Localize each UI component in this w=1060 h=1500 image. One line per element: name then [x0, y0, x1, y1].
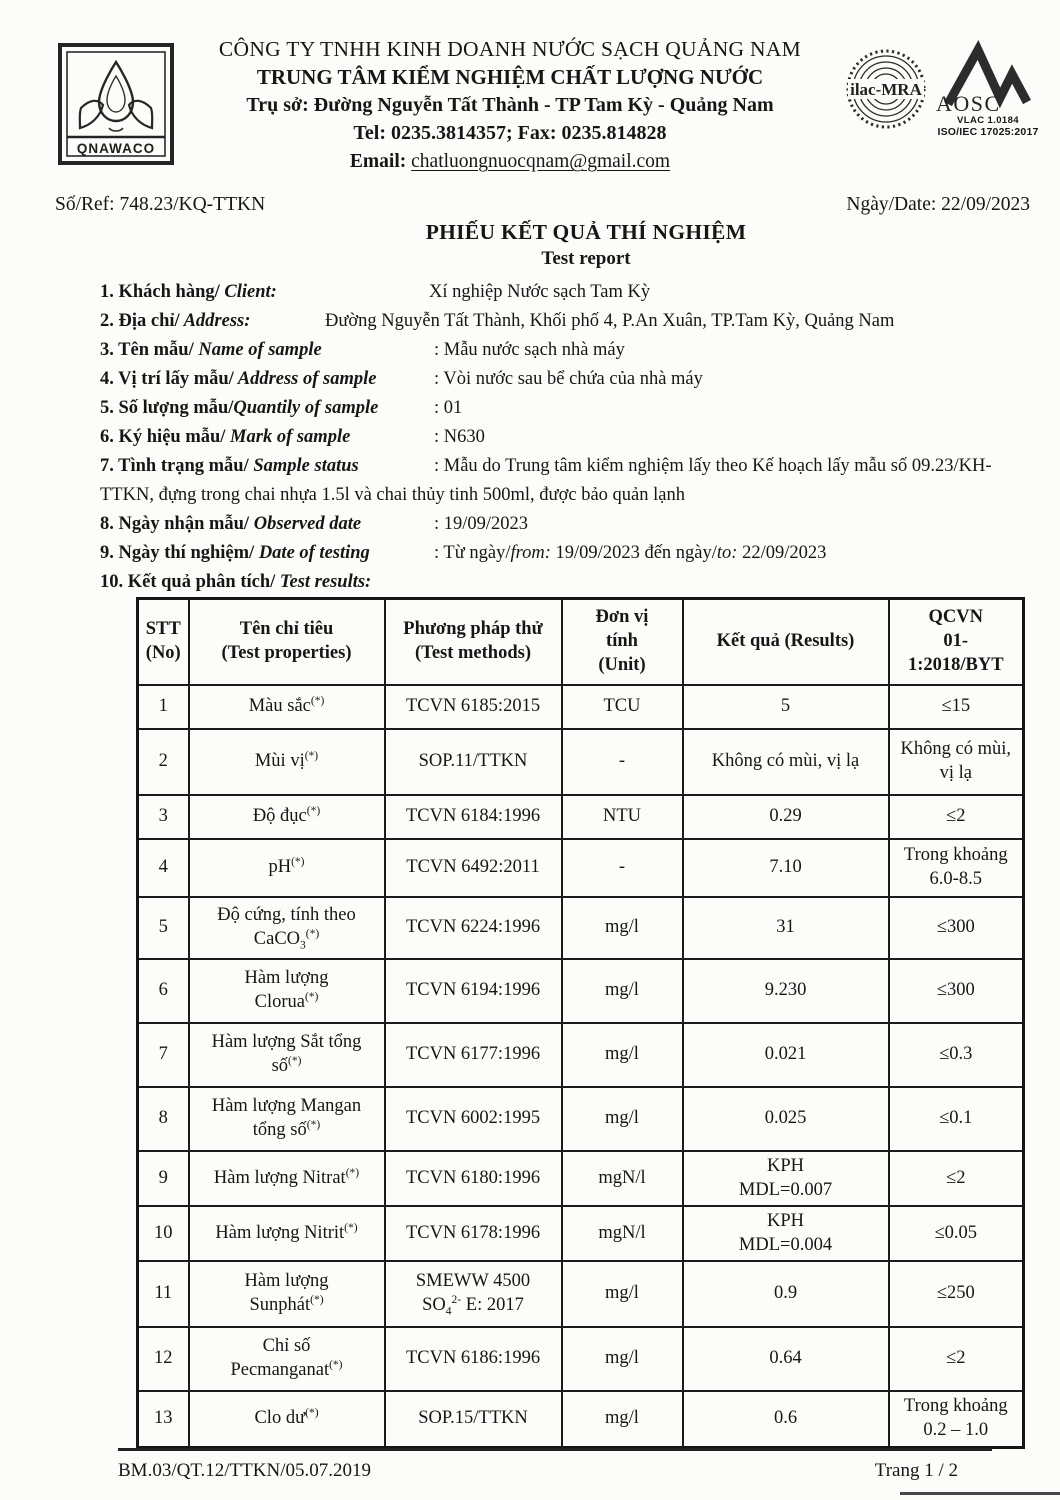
- info-label-en: Name of sample: [193, 340, 322, 360]
- info-label-en: Mark of sample: [225, 427, 351, 447]
- cell-result: 7.10: [683, 839, 889, 897]
- scan-artifact: [900, 1492, 1060, 1495]
- table-row: [138, 1087, 1024, 1151]
- sample-info-list: [100, 278, 1012, 597]
- cell-name: pH(*): [189, 839, 385, 897]
- cell-unit: mg/l: [562, 1261, 683, 1327]
- cell-unit: mg/l: [562, 1023, 683, 1087]
- center-name: TRUNG TÂM KIỂM NGHIỆM CHẤT LƯỢNG NƯỚC: [256, 65, 764, 89]
- info-label-en: Client:: [219, 282, 277, 302]
- cell-limit: ≤300: [889, 897, 1024, 959]
- info-label-en: Test results:: [275, 572, 372, 592]
- page-footer: [118, 1448, 992, 1482]
- cell-unit: mg/l: [562, 959, 683, 1023]
- aosc-logo: [934, 40, 1042, 138]
- results-table-body: [138, 685, 1024, 1447]
- info-label-vn: 4. Vị trí lấy mẫu/: [100, 369, 234, 389]
- cell-limit: ≤250: [889, 1261, 1024, 1327]
- cell-name: Clo dư(*): [189, 1391, 385, 1447]
- info-label-en: Date of testing: [254, 543, 370, 563]
- cell-method: SMEWW 4500 $SO_4^{2-}$ E: 2017: [385, 1261, 562, 1327]
- info-value: : Mẫu do Trung tâm kiểm nghiệm lấy theo Kế hoạch lấy mẫu số 09.23/KH-TTKN, đựng trong chai nhựa 1.5l và chai thủy tinh 500ml, được bảo quản lạnh: [100, 456, 992, 505]
- cell-no: 13: [138, 1391, 189, 1447]
- info-label-vn: 6. Ký hiệu mẫu/: [100, 427, 226, 447]
- cell-name: Hàm lượng Mangan tổng số(*): [189, 1087, 385, 1151]
- cell-method: TCVN 6178:1996: [385, 1206, 562, 1261]
- cell-method: TCVN 6184:1996: [385, 795, 562, 839]
- info-item-sample-mark: [100, 423, 1012, 452]
- info-value: : 01: [434, 398, 463, 418]
- results-table: [136, 597, 1025, 1449]
- cell-unit: -: [562, 729, 683, 795]
- cell-limit: ≤15: [889, 685, 1024, 729]
- cell-limit: ≤300: [889, 959, 1024, 1023]
- letterhead: [168, 36, 852, 176]
- info-label-en: Quantily of sample: [233, 398, 379, 418]
- page-title: PHIẾU KẾT QUẢ THÍ NGHIỆM: [425, 220, 747, 244]
- cell-limit: ≤2: [889, 795, 1024, 839]
- cell-name: Hàm lượng Nitrat(*): [189, 1151, 385, 1206]
- table-row: [138, 959, 1024, 1023]
- info-label-en: Address of sample: [233, 369, 377, 389]
- table-row: [138, 897, 1024, 959]
- info-value: : Mẫu nước sạch nhà máy: [434, 340, 625, 360]
- cell-result: KPH MDL=0.007: [683, 1151, 889, 1206]
- table-row: [138, 1327, 1024, 1391]
- cell-limit: ≤2: [889, 1327, 1024, 1391]
- cell-method: SOP.11/TTKN: [385, 729, 562, 795]
- ref-number: Số/Ref: 748.23/KQ-TTKN: [55, 194, 266, 215]
- cell-method: TCVN 6180:1996: [385, 1151, 562, 1206]
- cell-result: 0.9: [683, 1261, 889, 1327]
- header-test-method: Phương pháp thử (Test methods): [385, 599, 562, 686]
- cell-no: 2: [138, 729, 189, 795]
- cell-no: 12: [138, 1327, 189, 1391]
- info-item-sample-location: [100, 365, 1012, 394]
- table-row: [138, 795, 1024, 839]
- info-value: : Vòi nước sau bể chứa của nhà máy: [434, 369, 703, 389]
- cell-method: TCVN 6194:1996: [385, 959, 562, 1023]
- info-item-address: [100, 307, 1012, 336]
- info-label-vn: 3. Tên mẫu/: [100, 340, 194, 360]
- cell-method: TCVN 6224:1996: [385, 897, 562, 959]
- info-label-en: Observed date: [249, 514, 362, 534]
- cell-unit: -: [562, 839, 683, 897]
- table-row: [138, 839, 1024, 897]
- cell-unit: mg/l: [562, 897, 683, 959]
- form-code: BM.03/QT.12/TTKN/05.07.2019: [118, 1460, 371, 1481]
- cell-limit: ≤0.1: [889, 1087, 1024, 1151]
- cell-method: TCVN 6002:1995: [385, 1087, 562, 1151]
- header-unit: Đơn vị tính (Unit): [562, 599, 683, 686]
- cell-name: Hàm lượng Clorua(*): [189, 959, 385, 1023]
- page-subtitle: Test report: [541, 248, 631, 269]
- cell-result: 0.29: [683, 795, 889, 839]
- info-item-test-results-heading: [100, 568, 1012, 597]
- cell-no: 10: [138, 1206, 189, 1261]
- info-label-vn: 5. Số lượng mẫu/: [100, 398, 234, 418]
- header-limit: QCVN 01- 1:2018/BYT: [889, 599, 1024, 686]
- info-label-vn: 2. Địa chỉ/: [100, 311, 180, 331]
- table-row: [138, 1151, 1024, 1206]
- company-name: CÔNG TY TNHH KINH DOANH NƯỚC SẠCH QUẢNG NAM: [218, 37, 802, 61]
- info-value: Xí nghiệp Nước sạch Tam Kỳ: [429, 282, 651, 302]
- cell-name: Hàm lượng Nitrit(*): [189, 1206, 385, 1261]
- info-item-client: [100, 278, 1012, 307]
- info-label-en: Address:: [179, 311, 251, 331]
- cell-result: 0.025: [683, 1087, 889, 1151]
- cell-name: Hàm lượng Sunphát(*): [189, 1261, 385, 1327]
- cell-method: TCVN 6492:2011: [385, 839, 562, 897]
- cell-name: Hàm lượng Sắt tổng số(*): [189, 1023, 385, 1087]
- cell-result: 31: [683, 897, 889, 959]
- table-row: [138, 1023, 1024, 1087]
- cell-unit: mg/l: [562, 1391, 683, 1447]
- aosc-text: AOSC: [936, 91, 1001, 114]
- cell-name: Độ cứng, tính theo CaCO$_3$(*): [189, 897, 385, 959]
- info-label-en: Sample status: [248, 456, 359, 476]
- email-line: [168, 147, 852, 176]
- cell-unit: mgN/l: [562, 1206, 683, 1261]
- cell-result: 0.64: [683, 1327, 889, 1391]
- cell-result: 0.021: [683, 1023, 889, 1087]
- info-item-sample-quantity: [100, 394, 1012, 423]
- cell-no: 6: [138, 959, 189, 1023]
- cell-limit: Trong khoảng 0.2 – 1.0: [889, 1391, 1024, 1447]
- qnawaco-logo: [57, 42, 175, 166]
- info-label-vn: 8. Ngày nhận mẫu/: [100, 514, 250, 534]
- info-item-observed-date: [100, 510, 1012, 539]
- cell-name: Màu sắc(*): [189, 685, 385, 729]
- testing-date-part: : Từ ngày/: [434, 543, 511, 563]
- cell-name: Chỉ số Pecmanganat(*): [189, 1327, 385, 1391]
- cell-no: 9: [138, 1151, 189, 1206]
- cell-limit: Không có mùi, vị lạ: [889, 729, 1024, 795]
- cell-no: 8: [138, 1087, 189, 1151]
- cell-method: TCVN 6177:1996: [385, 1023, 562, 1087]
- testing-date-part: 22/09/2023: [737, 543, 827, 563]
- info-label-vn: 1. Khách hàng/: [100, 282, 220, 302]
- cell-method: TCVN 6186:1996: [385, 1327, 562, 1391]
- cell-limit: ≤2: [889, 1151, 1024, 1206]
- table-header-row: [138, 599, 1024, 686]
- cell-method: SOP.15/TTKN: [385, 1391, 562, 1447]
- info-label-vn: 7. Tình trạng mẫu/: [100, 456, 249, 476]
- header-test-property: Tên chỉ tiêu (Test properties): [189, 599, 385, 686]
- cell-result: 0.6: [683, 1391, 889, 1447]
- header-result: Kết quả (Results): [683, 599, 889, 686]
- table-row: [138, 1206, 1024, 1261]
- testing-date-from-label: from:: [510, 543, 551, 563]
- table-row: [138, 1391, 1024, 1447]
- table-row: [138, 685, 1024, 729]
- page-number: Trang 1 / 2: [874, 1460, 958, 1481]
- cell-no: 1: [138, 685, 189, 729]
- table-row: [138, 729, 1024, 795]
- issue-date: Ngày/Date: 22/09/2023: [846, 194, 1030, 215]
- testing-date-part: 19/09/2023 đến ngày/: [550, 543, 717, 563]
- info-label-vn: 10. Kết quả phân tích/: [100, 572, 276, 592]
- cell-no: 3: [138, 795, 189, 839]
- cell-result: KPH MDL=0.004: [683, 1206, 889, 1261]
- email-label: Email:: [349, 151, 412, 172]
- cell-limit: ≤0.3: [889, 1023, 1024, 1087]
- testing-date-to-label: to:: [716, 543, 738, 563]
- cell-unit: TCU: [562, 685, 683, 729]
- head-office-address: Trụ sở: Đường Nguyễn Tất Thành - TP Tam Kỳ - Quảng Nam: [246, 94, 774, 116]
- cell-result: Không có mùi, vị lạ: [683, 729, 889, 795]
- info-item-testing-date: [100, 539, 1012, 568]
- info-value: : N630: [434, 427, 485, 447]
- info-label-vn: 9. Ngày thí nghiệm/: [100, 543, 255, 563]
- qnawaco-logo-caption: QNAWACO: [76, 141, 156, 156]
- info-item-sample-status: [100, 452, 1012, 510]
- cell-limit: ≤0.05: [889, 1206, 1024, 1261]
- cell-no: 7: [138, 1023, 189, 1087]
- cell-no: 4: [138, 839, 189, 897]
- info-value: [434, 543, 826, 563]
- email-address: chatluongnuocqnam@gmail.com: [411, 151, 671, 172]
- cell-unit: mg/l: [562, 1087, 683, 1151]
- cell-no: 5: [138, 897, 189, 959]
- info-value: Đường Nguyễn Tất Thành, Khối phố 4, P.An Xuân, TP.Tam Kỳ, Quảng Nam: [325, 311, 895, 331]
- cell-name: Độ đục(*): [189, 795, 385, 839]
- cell-result: 5: [683, 685, 889, 729]
- ilac-mra-seal: [846, 46, 926, 132]
- aosc-vlac-number: VLAC 1.0184: [957, 115, 1019, 126]
- tel-fax-line: Tel: 0235.3814357; Fax: 0235.814828: [353, 122, 667, 144]
- info-item-sample-name: [100, 336, 1012, 365]
- header-no: STT (No): [138, 599, 189, 686]
- aosc-iso-standard: ISO/IEC 17025:2017: [937, 126, 1039, 138]
- ref-date-line: [55, 194, 1030, 216]
- cell-unit: mg/l: [562, 1327, 683, 1391]
- cell-method: TCVN 6185:2015: [385, 685, 562, 729]
- cell-result: 9.230: [683, 959, 889, 1023]
- cell-name: Mùi vị(*): [189, 729, 385, 795]
- ilac-mra-text: ilac-MRA: [850, 80, 922, 99]
- cell-unit: NTU: [562, 795, 683, 839]
- table-row: [138, 1261, 1024, 1327]
- cell-unit: mgN/l: [562, 1151, 683, 1206]
- info-value: : 19/09/2023: [434, 514, 529, 534]
- cell-no: 11: [138, 1261, 189, 1327]
- cell-limit: Trong khoảng 6.0-8.5: [889, 839, 1024, 897]
